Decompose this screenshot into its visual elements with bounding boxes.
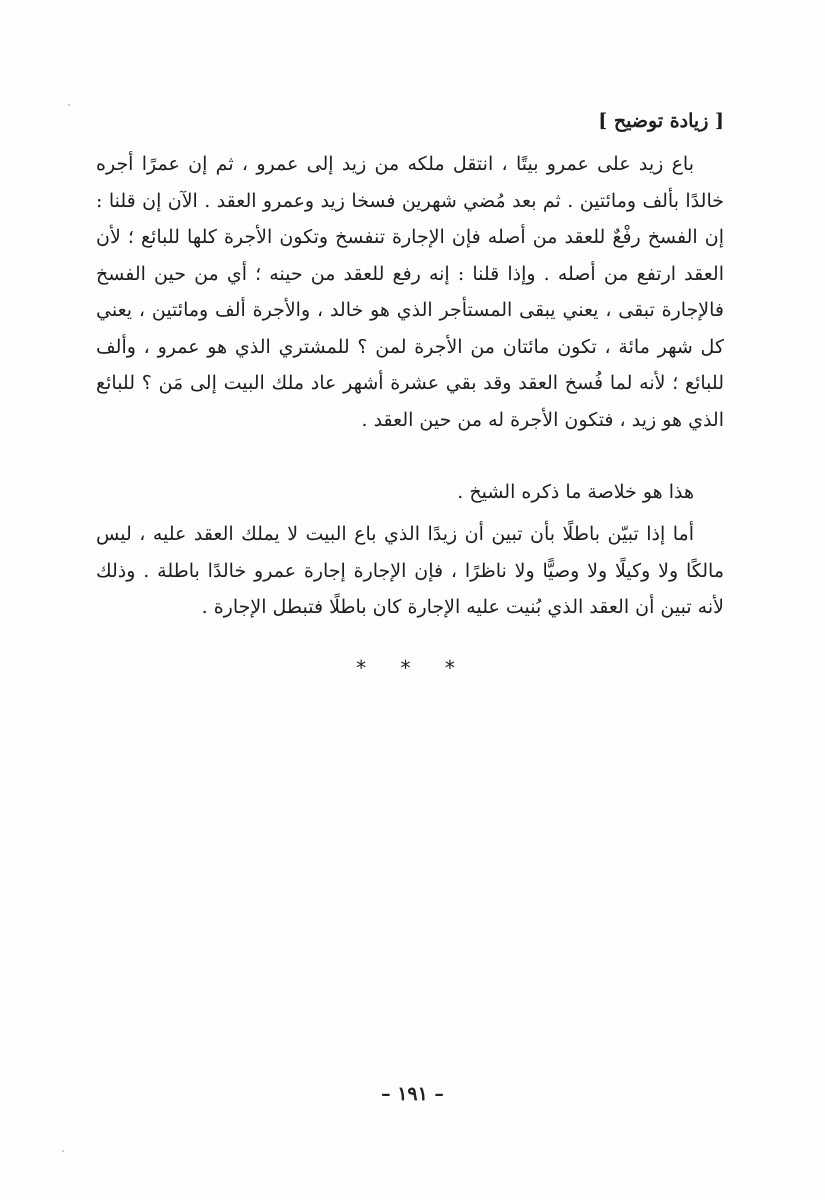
paragraph-text: أما إذا تبيّن باطلًا بأن تبين أن زيدًا الذي باع البيت لا يملك العقد عليه ، ليس مالكًا ولا وكيلًا ولا وصيًّا ولا ناظرًا ، فإن الإجارة إجارة عمرو خالدًا باطلة . وذلك لأنه تبين أن العقد الذي بُنيت عليه الإجارة كان باطلًا فتبطل الإجارة . bbox=[96, 523, 724, 618]
section-heading: [ زيادة توضيح ] bbox=[598, 110, 724, 132]
section-separator: * * * bbox=[356, 656, 469, 680]
paragraph-1 bbox=[96, 146, 724, 438]
scan-speck bbox=[68, 104, 70, 106]
paragraph-text: هذا هو خلاصة ما ذكره الشيخ . bbox=[457, 481, 694, 503]
paragraph-3 bbox=[96, 516, 724, 626]
scan-speck bbox=[62, 1150, 64, 1152]
page-number: – ١٩١ – bbox=[381, 1083, 444, 1105]
paragraph-2 bbox=[96, 474, 724, 511]
paragraph-text: باع زيد على عمرو بيتًا ، انتقل ملكه من زيد إلى عمرو ، ثم إن عمرًا أجره خالدًا بألف ومائتين . ثم بعد مُضي شهرين فسخا زيد وعمرو العقد . الآن إن قلنا : إن الفسخ رفْعٌ للعقد من أصله فإن الإجارة تنفسخ وتكون الأجرة كلها للبائع ؛ لأن العقد ارتفع من أصله . وإذا قلنا : إنه رفع للعقد من حينه ؛ أي من حين الفسخ فالإجارة تبقى ، يعني يبقى المستأجر الذي هو خالد ، والأجرة ألف ومائتين ، يعني كل شهر مائة ، تكون مائتان من الأجرة لمن ؟ للمشتري الذي هو عمرو ، وألف للبائع ؛ لأنه لما فُسخ العقد وقد بقي عشرة أشهر عاد ملك البيت إلى مَن ؟ للبائع الذي هو زيد ، فتكون الأجرة له من حين العقد . bbox=[96, 153, 724, 431]
